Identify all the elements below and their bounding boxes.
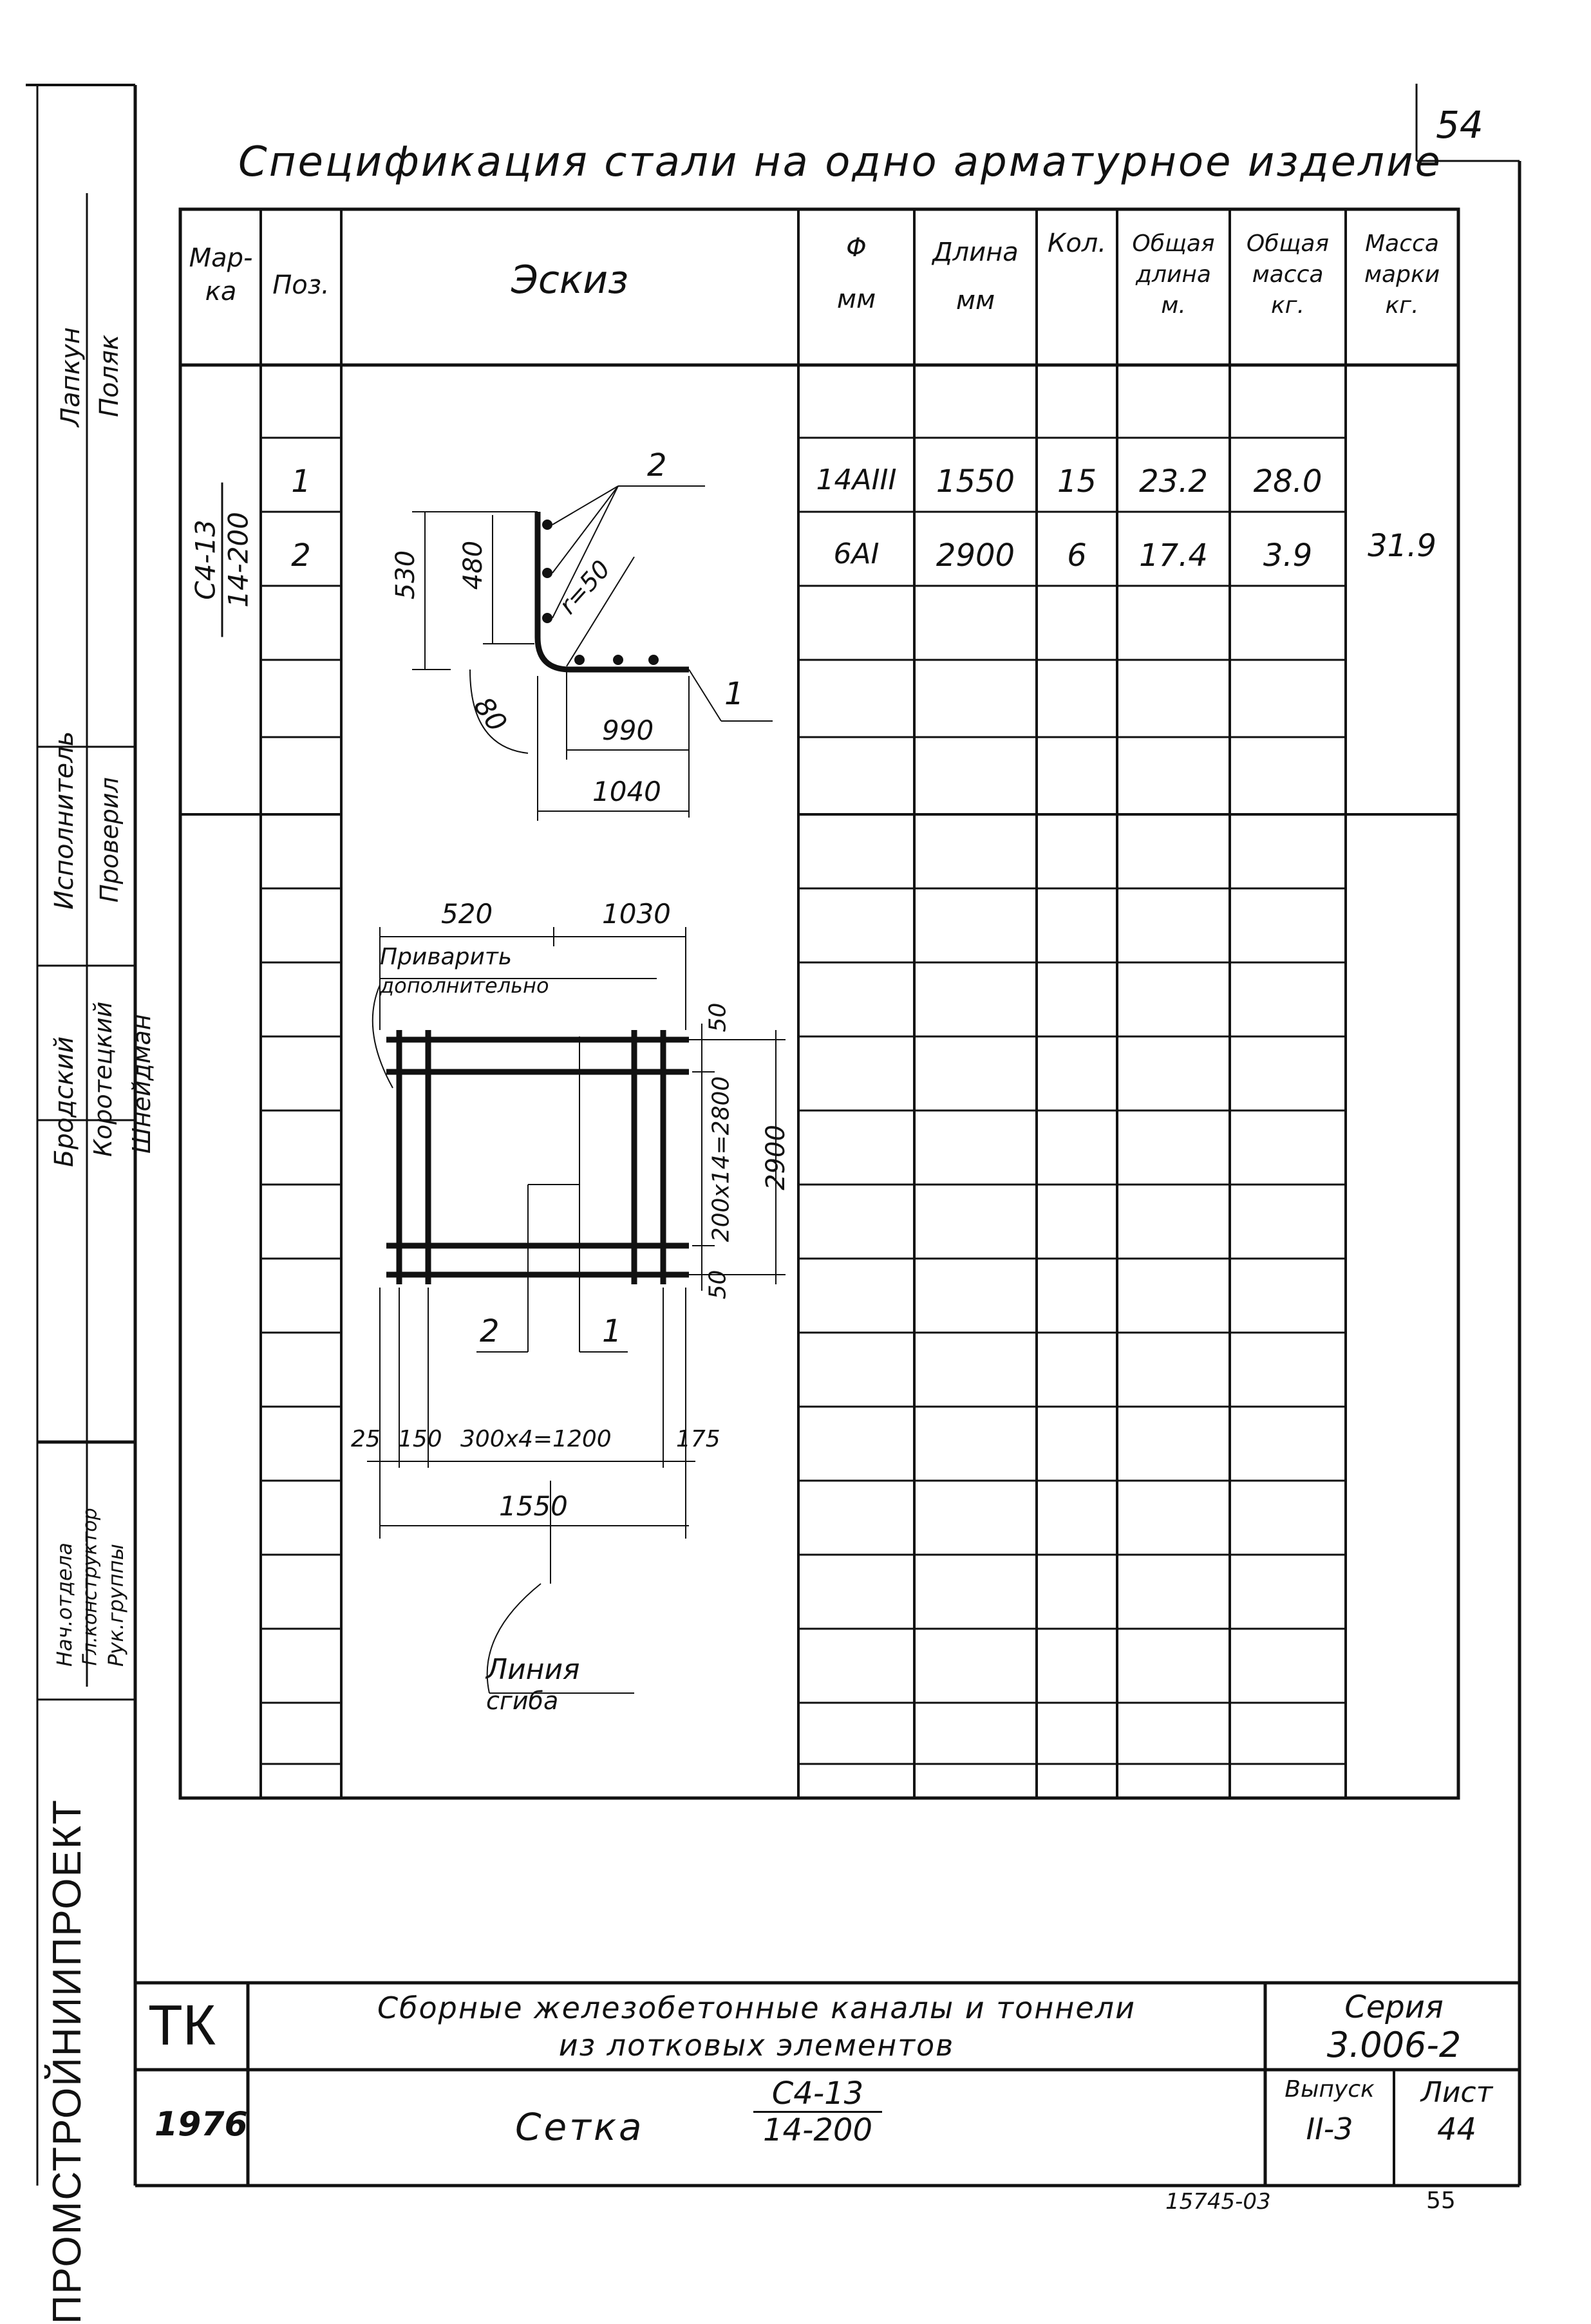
row-1-total-length: 23.2 [1139,464,1208,500]
tb-sheet: 44 [1436,2112,1477,2148]
dim-2800: 200х14=2800 [708,1076,735,1242]
dim-50-top: 50 [704,1002,731,1033]
dim-990: 990 [602,715,654,746]
dim-radius: r=50 [553,554,616,620]
tb-series: 3.006-2 [1326,2025,1462,2065]
dim-1200: 300х4=1200 [460,1426,612,1452]
stamp-executor: Исполнитель [50,731,79,910]
row-1-qty: 15 [1057,464,1097,500]
dim-2900: 2900 [761,1125,791,1190]
callout-pos-2: 2 [647,447,667,483]
tb-sheet-label: Лист [1420,2076,1493,2109]
mesh-pos-1: 1 [602,1313,622,1349]
dim-520: 520 [441,898,493,930]
stamp-name-lapkun: Лапкун [56,327,86,427]
stamp-role-1: Нач.отдела [52,1542,77,1667]
dim-25: 25 [351,1426,381,1452]
tb-year: 1976 [155,2105,248,2144]
dim-530: 530 [391,550,420,600]
row-1-pos: 1 [291,464,311,500]
stamp-name-brodsky: Бродский [50,1036,79,1167]
row-2-pos: 2 [291,538,311,574]
header-sketch: Эскиз [511,258,629,303]
footer-order: 15745-03 [1165,2189,1271,2215]
row-2-total-length: 17.4 [1139,538,1208,574]
page-number: 54 [1436,103,1483,147]
row-1-total-mass: 28.0 [1253,464,1323,500]
header-diam: Φ мм [836,233,876,314]
row-2-qty: 6 [1067,538,1087,574]
stamp-role-2: Гл.конструктор [79,1508,102,1666]
dim-1040: 1040 [592,776,661,807]
dim-1030: 1030 [602,898,671,930]
tb-series-label: Серия [1344,1989,1444,2025]
stamp-checked: Проверил [95,777,124,903]
row-2-total-mass: 3.9 [1263,538,1313,574]
stamp-name-korotetsky: Коротецкий [89,1001,117,1157]
header-qty: Кол. [1047,229,1107,258]
tb-project: Сборные железобетонные каналы и тоннели из лотковых элементов [377,1991,1136,2063]
page-title: Спецификация стали на одно арматурное изделие [238,138,1442,186]
stamp-name-shneidman: Шнейдман [127,1014,156,1154]
stamp-role-3: Рук.группы [104,1544,128,1667]
header-total-mass: Общая масса кг. [1246,230,1330,319]
header-mark-mass: Масса марки кг. [1364,230,1440,319]
stamp-organization: ПРОМСТРОЙНИИПРОЕКТ [45,1799,89,2324]
row-1-length: 1550 [936,464,1015,500]
dim-175: 175 [676,1426,720,1452]
header-total-length: Общая длина м. [1132,230,1215,319]
header-marka: Мар- ка [189,243,253,306]
mesh-pos-2: 2 [480,1313,500,1349]
tb-issue-label: Выпуск [1285,2076,1375,2103]
dim-480: 480 [458,540,488,590]
row-1-diam: 14АIII [816,464,897,496]
dim-150: 150 [398,1426,442,1452]
stamp-name-polyak: Поляк [95,334,124,417]
row-2-length: 2900 [936,538,1015,574]
header-length: Длина мм [932,238,1019,315]
tb-doc-mark: С4-13 14-200 [753,2076,882,2148]
dim-80: 80 [467,691,514,738]
tb-doc-prefix: Сетка [515,2105,645,2149]
dim-50-bottom: 50 [704,1270,731,1300]
footer-page: 55 [1426,2188,1456,2214]
dim-1550: 1550 [499,1490,568,1522]
mark-mass-value: 31.9 [1368,528,1436,564]
tb-code: ТК [148,1993,216,2057]
tb-issue: II-3 [1306,2112,1353,2146]
callout-pos-1: 1 [724,676,744,712]
header-pos: Поз. [272,270,330,300]
weld-note: Приварить дополнительно [380,944,549,998]
bend-line-note: Линия сгиба [486,1653,580,1715]
row-2-diam: 6АI [833,538,880,570]
mark-label: С4-13 14-200 [191,483,254,637]
